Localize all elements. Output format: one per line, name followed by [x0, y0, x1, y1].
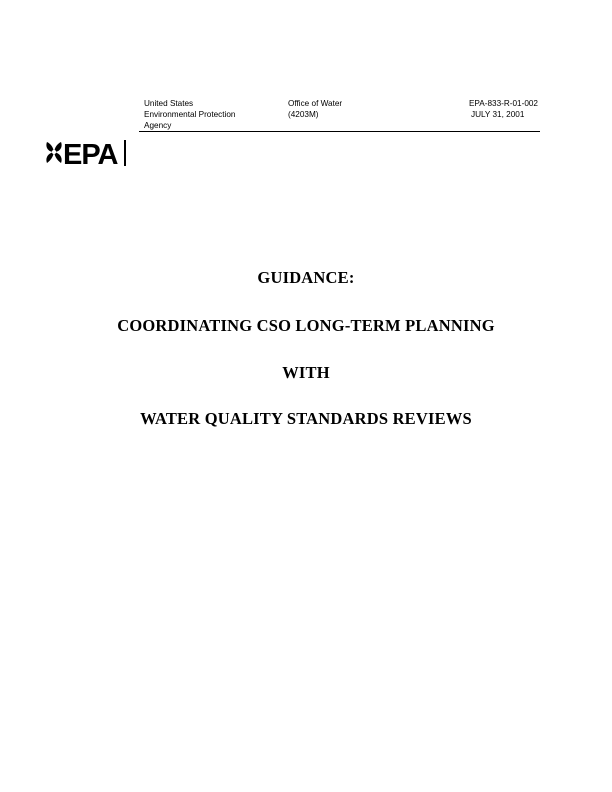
- title-line-guidance: GUIDANCE:: [257, 268, 355, 287]
- epa-logo-text: EPA: [63, 139, 118, 167]
- office-name: [288, 98, 408, 120]
- title-line-main: COORDINATING CSO LONG-TERM PLANNING: [117, 316, 495, 335]
- title-line-wqs: WATER QUALITY STANDARDS REVIEWS: [140, 409, 472, 428]
- agency-name: [144, 98, 284, 131]
- agency-line-2: Environmental Protection: [144, 110, 236, 119]
- epa-flower-icon: [44, 137, 128, 167]
- header-divider: [139, 131, 540, 132]
- epa-logo: [44, 137, 128, 167]
- document-info: [469, 98, 538, 120]
- title-line-with: WITH: [282, 363, 330, 382]
- document-date: JULY 31, 2001: [470, 110, 525, 119]
- agency-line-3: Agency: [144, 121, 172, 130]
- document-number: EPA-833-R-01-002: [468, 99, 538, 108]
- office-line-1: Office of Water: [288, 99, 343, 108]
- office-line-2: (4203M): [288, 110, 319, 119]
- agency-line-1: United States: [144, 99, 194, 108]
